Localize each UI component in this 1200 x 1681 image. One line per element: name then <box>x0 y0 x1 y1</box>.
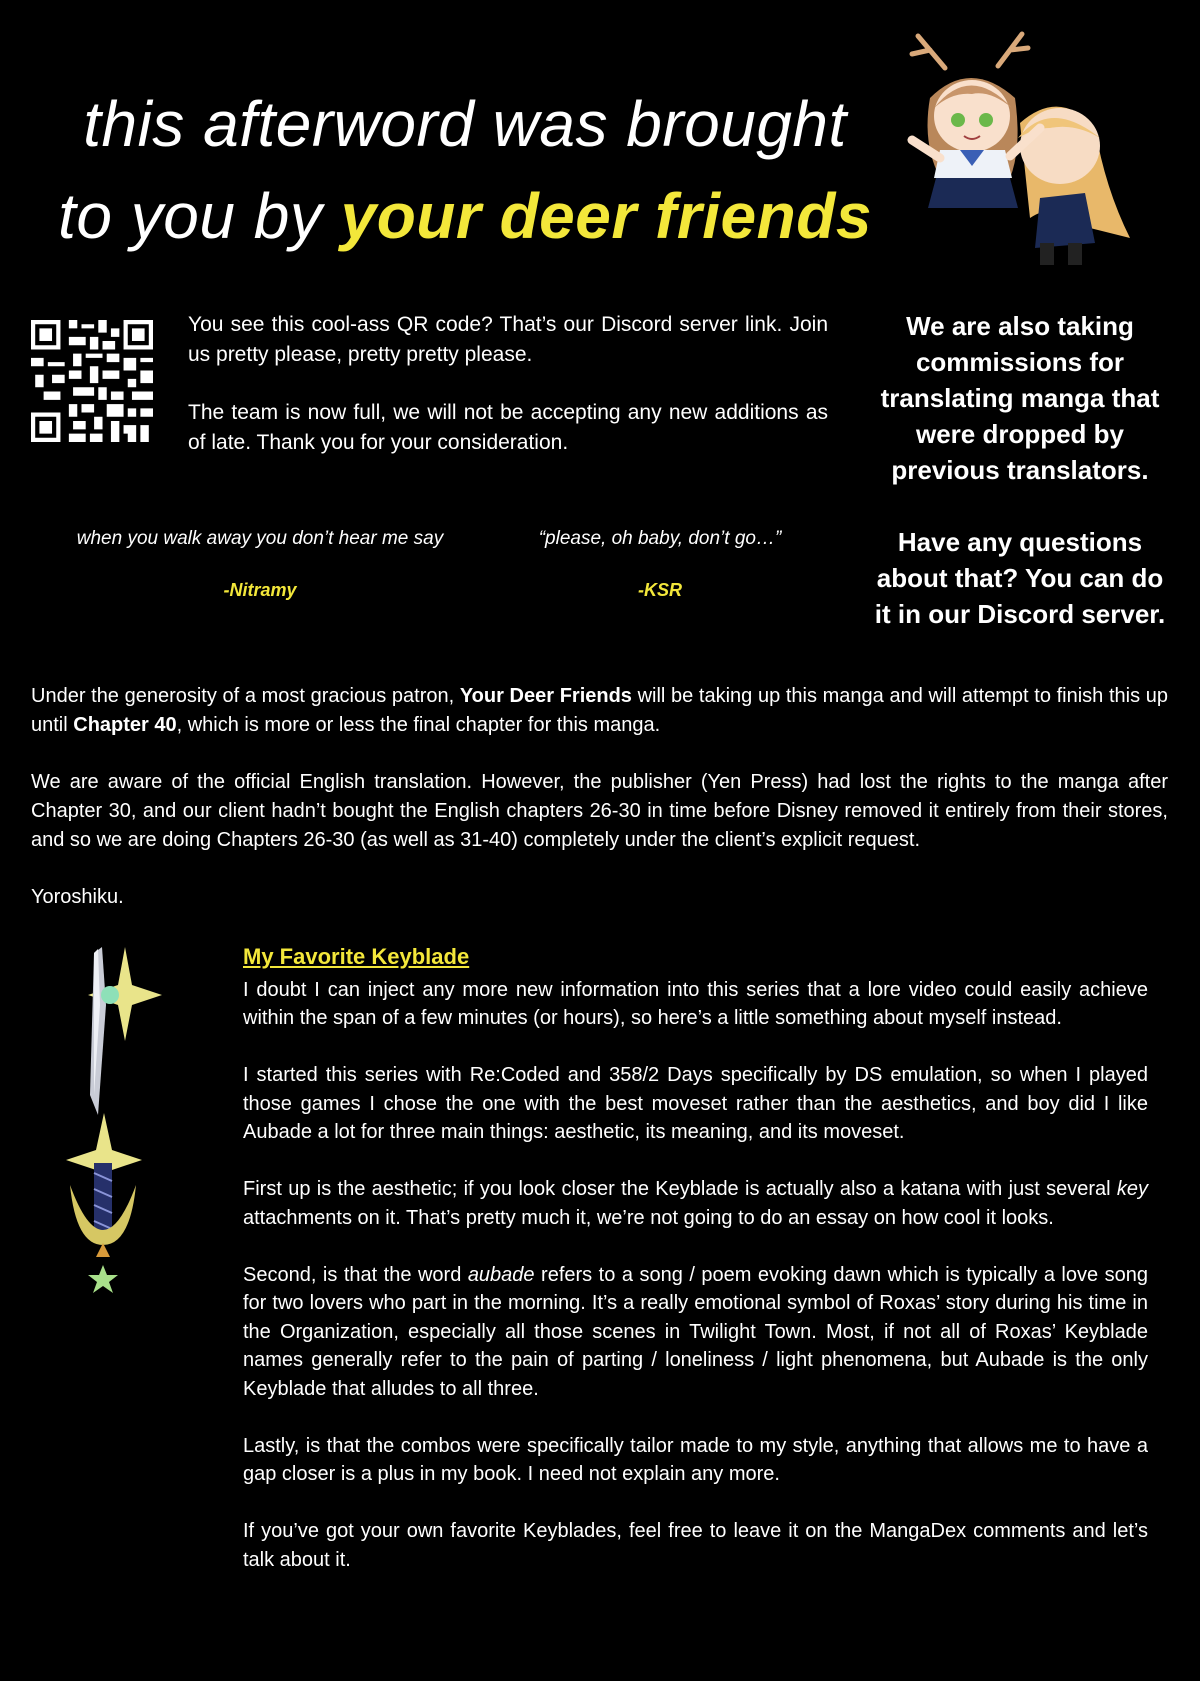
commission-text: We are also taking commissions for translating manga that were dropped by previous translators. <box>880 311 1160 485</box>
keyblade-p3-c: attachments on it. That’s pretty much it, we’re not going to do an essay on how cool it looks. <box>243 1206 1054 1229</box>
quote-2: “please, oh baby, don’t go…” <box>538 528 782 549</box>
keyblade-p4-a: Second, is that the word <box>243 1263 468 1286</box>
keyblade-p2: I started this series with Re:Coded and 358/2 Days specifically by DS emulation, so when I played those games I chose the one with the best moveset rather than the aesthetics, and boy did I like Aubade a lot for three main things: aesthetic, its meaning, and its moveset. <box>243 1064 1148 1143</box>
official-translation-paragraph: We are aware of the official English translation. However, the publisher (Yen Press) had lost the rights to the manga after Chapter 30, and our client hadn’t bought the English chapters 26-30 in time before Disney removed it entirely from their stores, and so we are doing Chapters 26-30 (as well as 31-40) completely under the client’s explicit request. <box>31 771 1168 851</box>
quote-1-author: -Nitramy <box>223 580 297 600</box>
keyblade-section <box>243 943 1148 1603</box>
commission-callout <box>870 308 1170 668</box>
keyblade-p6: If you’ve got your own favorite Keyblades, feel free to leave it on the MangaDex comments and let’s talk about it. <box>243 1520 1148 1571</box>
aubade-keyblade-icon <box>50 945 180 1325</box>
mascot-illustration <box>900 28 1160 278</box>
page-title <box>0 78 930 262</box>
title-highlight: your deer friends <box>340 180 872 252</box>
title-prefix: to you by <box>58 180 341 252</box>
group-name: Your Deer Friends <box>459 685 632 707</box>
title-line-1: this afterword was brought <box>83 88 847 160</box>
keyblade-p3-a: First up is the aesthetic; if you look closer the Keyblade is actually also a katana with just several <box>243 1178 1117 1200</box>
discord-invite-text: You see this cool-ass QR code? That’s our Discord server link. Join us pretty please, pretty pretty please. <box>188 313 828 366</box>
patron-text-e: , which is more or less the final chapter for this manga. <box>176 714 661 736</box>
quote-2-author: -KSR <box>638 580 682 600</box>
keyblade-p3 <box>243 1175 1148 1232</box>
keyblade-heading: My Favorite Keyblade <box>243 944 470 969</box>
keyblade-p3-emphasis: key <box>1116 1178 1148 1200</box>
discord-qr-code[interactable] <box>31 320 153 442</box>
keyblade-p4 <box>243 1261 1148 1404</box>
questions-text: Have any questions about that? You can do it in our Discord server. <box>874 527 1166 629</box>
keyblade-p4-emphasis: aubade <box>467 1263 535 1286</box>
keyblade-p5: Lastly, is that the combos were specifically tailor made to my style, anything that allows me to have a gap closer is a plus in my book. I need not explain any more. <box>243 1434 1148 1485</box>
sign-off: Yoroshiku. <box>31 886 124 908</box>
main-announcement <box>31 682 1168 940</box>
patron-text-a: Under the generosity of a most gracious patron, <box>31 685 460 707</box>
patron-text-c: will be taking up this manga and will attempt to finish this up until <box>31 685 1168 736</box>
chapter-target: Chapter 40 <box>73 714 177 736</box>
team-full-notice: The team is now full, we will not be accepting any new additions as of late. Thank you for your consideration. <box>188 401 828 454</box>
patron-paragraph <box>31 682 1168 740</box>
intro-text <box>188 310 828 486</box>
quote-1: when you walk away you don’t hear me say <box>76 528 444 549</box>
keyblade-p1: I doubt I can inject any more new information into this series that a lore video could easily achieve within the span of a few minutes (or hours), so here’s a little something about myself instead. <box>243 978 1148 1029</box>
title-line-2 <box>0 170 930 262</box>
keyblade-p4-c: refers to a song / poem evoking dawn which is typically a love song for two lovers who part in the morning. It’s a really emotional symbol of Roxas’ story during his time in the Organization, especially all those scenes in Twilight Town. Most, if not all of Roxas’ Keyblade names generally refer to the pain of parting / loneliness / light phenomena, but Aubade is the only Keyblade that alludes to all three. <box>243 1263 1148 1400</box>
